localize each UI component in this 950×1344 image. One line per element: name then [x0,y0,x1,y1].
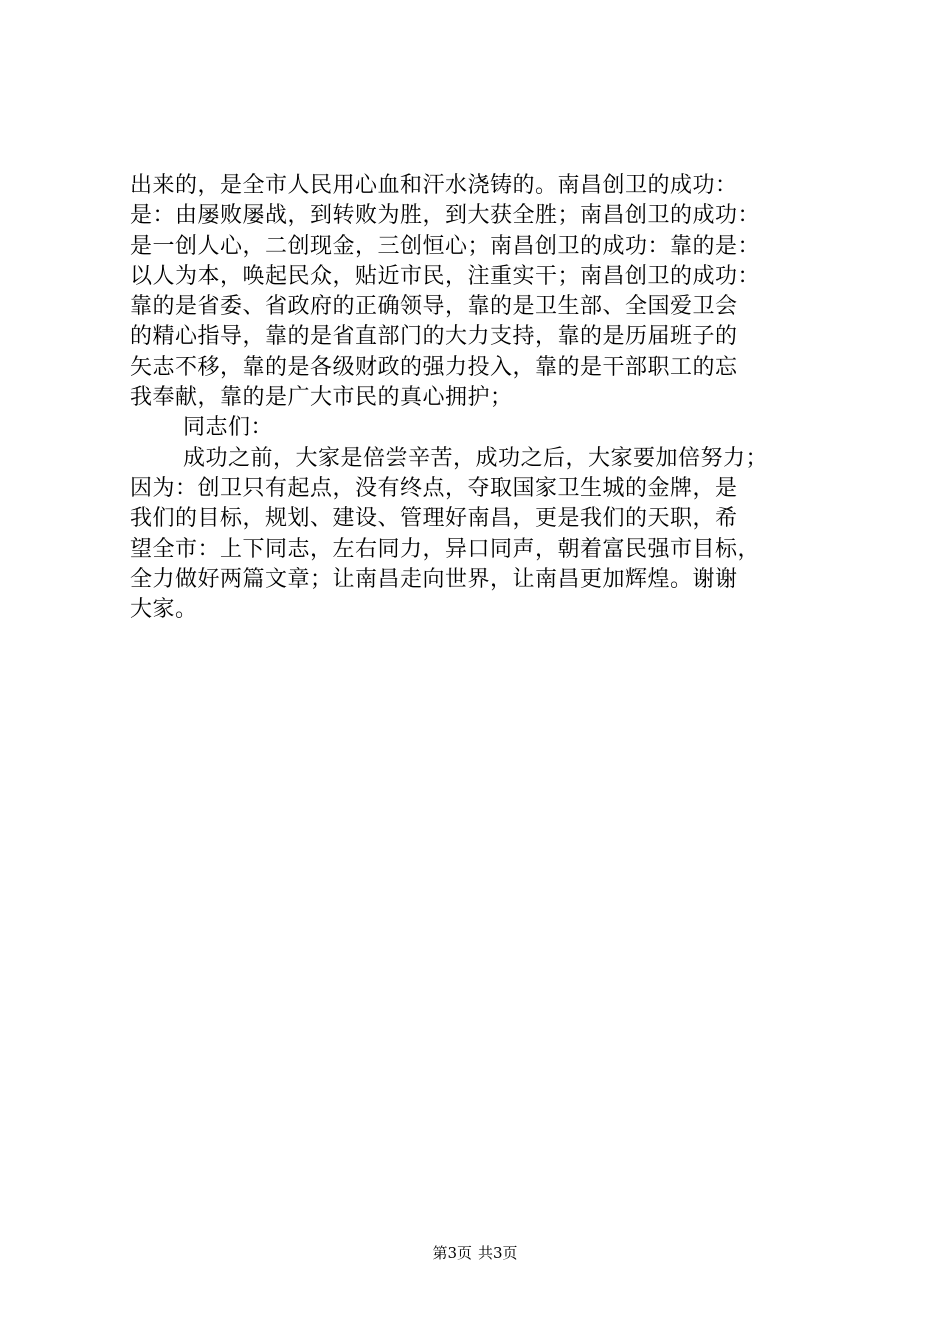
page-number: 第3页 [432,1244,472,1262]
text-line: 是：由屡败屡战，到转败为胜，到大获全胜；南昌创卫的成功： [130,203,761,229]
text-line: 是一创人心，二创现金，三创恒心；南昌创卫的成功：靠的是： [130,233,761,259]
total-pages: 共3页 [478,1244,518,1262]
paragraph-start-line: 成功之前，大家是倍尝辛苦，成功之后，大家要加倍努力； [183,445,769,471]
text-line: 我奉献，靠的是广大市民的真心拥护； [130,385,513,411]
text-line: 大家。 [130,597,198,623]
text-line: 靠的是省委、省政府的正确领导，靠的是卫生部、全国爱卫会 [130,294,738,320]
text-line: 望全市：上下同志，左右同力，异口同声，朝着富民强市目标， [130,536,761,562]
document-body [130,171,830,625]
text-line: 出来的，是全市人民用心血和汗水浇铸的。南昌创卫的成功： [130,173,738,198]
text-line: 的精心指导，靠的是省直部门的大力支持，靠的是历届班子的 [130,324,738,350]
text-line: 我们的目标，规划、建设、管理好南昌，更是我们的天职，希 [130,506,738,532]
text-line: 因为：创卫只有起点，没有终点，夺取国家卫生城的金牌，是 [130,475,738,501]
text-line: 矢志不移，靠的是各级财政的强力投入，靠的是干部职工的忘 [130,354,738,380]
salutation-line: 同志们： [183,415,274,441]
text-line: 全力做好两篇文章；让南昌走向世界，让南昌更加辉煌。谢谢 [130,566,738,592]
text-line: 以人为本，唤起民众，贴近市民，注重实干；南昌创卫的成功： [130,263,761,289]
page-footer [0,1243,950,1263]
